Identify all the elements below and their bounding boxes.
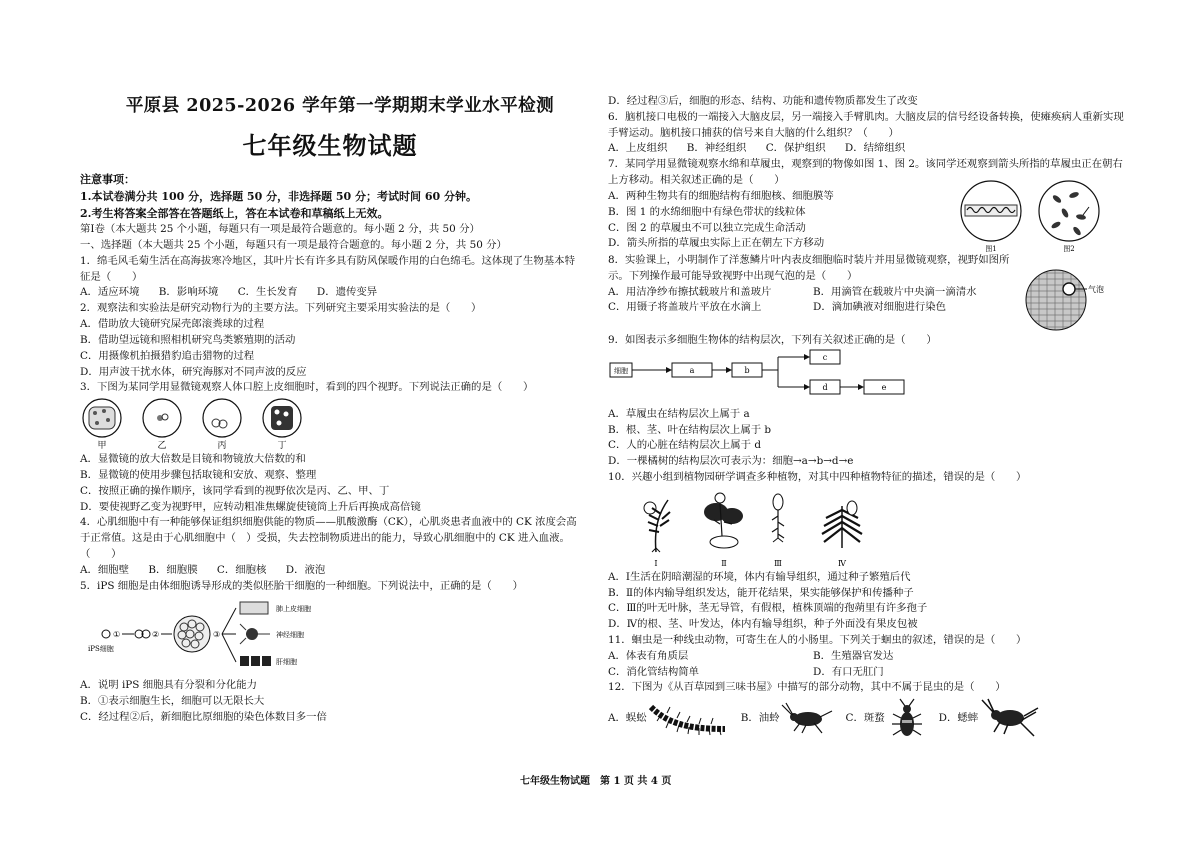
option-c: C．图 2 的草履虫不可以独立完成生命活动 [608,221,806,234]
option-c: C．斑蝥 [845,712,885,725]
option-d: D．蟋蟀 [938,712,979,725]
question-4-stem: 4．心肌细胞中有一种能够保证组织细胞供能的物质——肌酸激酶（CK），心肌炎患者血液中的 CK 浓度会高于正常值。这是由于心肌细胞中（ ）受损，失去控制物质进出的能力，导致心肌细胞中的 CK 进入血液。（ ） [80,516,577,561]
question-6-options [608,141,1128,157]
option-b: B．细胞膜 [148,563,198,576]
ips-cell-diagram [80,594,340,678]
option-c: C．消化管结构简单 [608,665,700,678]
cell-type-label: 肺上皮细胞 [276,605,311,614]
view-label: 丙 [217,441,227,452]
question-7-stem: 7．某同学用显微镜观察水绵和草履虫，观察到的物像如图 1、图 2。该同学还观察到箭头所指的草履虫正在朝右上方移动。相关叙述正确的是（ ） [608,158,1123,187]
step-mark: ① [113,630,121,640]
option-a: A．两种生物共有的细胞结构有细胞核、细胞膜等 [608,189,834,202]
page-footer: 七年级生物试题 第 1 页 共 4 页 [520,776,672,787]
option-b: B．用滴管在载玻片中央滴一滴清水 [813,285,977,298]
four-plants-figure [628,486,888,570]
exam-title: 平原县 2025-2026 学年第一学期期末学业水平检测 [125,96,555,116]
question-8-options [608,285,1023,317]
option-c: C．细胞核 [216,563,267,576]
option-b: B．根、茎、叶在结构层次上属于 b [608,423,772,436]
option-c: C．用摄像机拍摄猎豹追击猎物的过程 [80,349,255,362]
option-d: D．要使视野乙变为视野甲，应转动粗准焦螺旋使镜筒上升后再换成高倍镜 [80,500,421,513]
option-c: C．人的心脏在结构层次上属于 d [608,439,761,452]
spirogyra-view [961,181,1021,253]
beetle-image [885,698,929,740]
node-e: e [881,382,887,392]
node-a: a [689,365,695,375]
left-column [80,0,580,726]
centipede-image [647,699,731,739]
question-8-stem: 8．实验课上，小明制作了洋葱鳞片叶内表皮细胞临时装片并用显微镜观察，视野如图所示。下列操作最可能导致视野中出现气泡的是（ ） [608,253,1010,282]
option-d: D．Ⅳ的根、茎、叶发达，体内有输导组织，种子外面没有果皮包被 [608,618,918,631]
option-d: D．用声波干扰水体，研究海豚对不同声波的反应 [80,365,307,378]
question-12-figure-options [608,698,1128,740]
node-d: d [822,382,828,392]
option-d: D．结缔组织 [844,142,906,155]
option-b: B．图 1 的水绵细胞中有绿色带状的线粒体 [608,205,806,218]
section-heading: 一、选择题（本大题共 25 个小题，每题只有一项是最符合题意的。每小题 2 分，共 50 分） [80,239,507,252]
option-d: D．液泡 [285,563,326,576]
view-label: 甲 [97,441,107,452]
option-d: D．经过程③后，细胞的形态、结构、功能和遗传物质都发生了改变 [608,95,918,107]
option-b: B．Ⅱ的体内输导组织发达，能开花结果，果实能够保护和传播种子 [608,586,914,599]
option-c: C．经过程②后，新细胞比原细胞的染色体数目多一倍 [80,711,327,724]
question-3-stem: 3．下图为某同学用显微镜观察人体口腔上皮细胞时，看到的四个视野。下列说法正确的是（ ） [80,381,534,394]
neuron-shape [240,624,270,644]
question-10-stem: 10．兴趣小组到植物园研学调查多种植物，对其中四种植物特征的描述，错误的是（ ） [608,470,1027,483]
question-4-options [80,563,580,579]
option-a: A．说明 iPS 细胞具有分裂和分化能力 [80,679,258,692]
figure-label: 图1 [985,244,997,253]
ips-label: iPS细胞 [88,645,114,654]
structure-levels-diagram [608,349,908,407]
node-b: b [744,365,750,375]
cell-cluster [174,616,210,652]
question-1-options [80,285,580,301]
flowering-plant [704,493,743,568]
figure-label: 图2 [1063,244,1075,253]
view-label: 乙 [157,441,167,452]
view-jia [83,399,121,451]
option-a: A．适应环境 [80,286,140,299]
plant-label: Ⅰ [654,558,658,568]
question-7-body [608,189,1128,253]
question-2-stem: 2．观察法和实验法是研究动物行为的主要方法。下列研究主要采用实验法的是（ ） [80,302,482,315]
cell-type-label: 肝细胞 [276,658,297,667]
moss-plant [772,494,784,568]
option-c: C．按照正确的操作顺序，该同学看到的视野依次是丙、乙、甲、丁 [80,484,390,497]
option-a: A．Ⅰ生活在阴暗潮湿的环境，体内有输导组织，通过种子繁殖后代 [608,570,911,583]
cell-type-label: 神经细胞 [276,631,304,640]
view-label: 丁 [277,441,287,452]
section-intro: 第Ⅰ卷（本大题共 25 个小题，每题只有一项是最符合题意的。每小题 2 分，共 50 分） [80,223,480,236]
option-d: D．一棵橘树的结构层次可表示为：细胞→a→b→d→e [608,455,854,468]
question-6-stem: 6．脑机接口电极的一端接入大脑皮层，另一端接入手臂肌肉。大脑皮层的信号经设备转换，使瘫痪病人重新实现手臂运动。脑机接口捕获的信号来自大脑的什么组织？（ ） [608,110,1124,139]
option-a: A．蜈蚣 [608,712,647,725]
option-a: A．上皮组织 [608,142,668,155]
option-a: A．用洁净纱布擦拭载玻片和盖玻片 [608,285,772,298]
step-mark: ② [152,630,160,640]
option-a: A．草履虫在结构层次上属于 a [608,407,750,420]
subject-title: 七年级生物试题 [242,130,418,160]
bubble-label: 气泡 [1088,284,1104,294]
conifer-plant [822,501,862,568]
question-1-stem: 1．绵毛风毛菊生活在高海拔寒冷地区，其叶片长有许多具有防风保暖作用的白色绵毛。这体现了生物基本特征是（ ） [80,254,575,283]
option-b: B．显微镜的使用步骤包括取镜和安放、观察、整理 [80,468,317,481]
notice-heading: 注意事项： [80,173,135,187]
option-d: D．遗传变异 [316,286,378,299]
view-yi [143,399,181,451]
microscope-views-figure [80,396,320,452]
cricket-image-b [780,701,836,737]
question-12-stem: 12．下图为《从百草园到三味书屋》中描写的部分动物，其中不属于昆虫的是（ ） [608,681,1006,694]
option-a: A．显微镜的放大倍数是目镜和物镜放大倍数的和 [80,453,306,466]
option-a: A．借助放大镜研究屎壳郎滚粪球的过程 [80,318,265,331]
option-b: B．影响环境 [158,286,219,299]
view-bing [203,399,241,451]
option-a: A．体表有角质层 [608,649,689,662]
question-9-stem: 9．如图表示多细胞生物体的结构层次，下列有关叙述正确的是（ ） [608,333,937,346]
step-mark: ③ [213,630,221,640]
option-b: B．借助望远镜和照相机研究鸟类繁殖期的活动 [80,333,296,346]
notice-item: 2.考生将答案全部答在答题纸上，答在本试卷和草稿纸上无效。 [80,206,389,220]
option-c: C．保护组织 [765,142,826,155]
option-d: D．有口无肛门 [813,665,884,678]
question-11-stem: 11．蛔虫是一种线虫动物，可寄生在人的小肠里。下列关于蛔虫的叙述，错误的是（ ） [608,634,1027,646]
view-ding [263,399,301,451]
plant-label: Ⅱ [721,558,727,568]
option-d: D．箭头所指的草履虫实际上正在朝左下方移动 [608,237,825,250]
option-c: C．用镊子将盖玻片平放在水滴上 [608,301,762,314]
option-b: B．神经组织 [686,142,747,155]
question-8 [608,253,1128,333]
node-cell: 细胞 [614,366,628,375]
option-c: C．Ⅲ的叶无叶脉，茎无导管，有假根，植株顶端的孢蒴里有许多孢子 [608,602,928,615]
plant-label: Ⅳ [838,558,846,568]
option-b: B．油蛉 [740,712,780,725]
notice-item: 1.本试卷满分共 100 分，选择题 50 分，非选择题 50 分；考试时间 60 分钟。 [80,189,478,203]
question-5-stem: 5．iPS 细胞是由体细胞诱导形成的类似胚胎干细胞的一种细胞。下列说法中，正确的是（ ） [80,579,523,592]
fern-plant [644,500,670,568]
paramecium-view [1039,181,1099,253]
node-c: c [822,352,828,362]
option-b: B．①表示细胞生长，细胞可以无限长大 [80,695,265,708]
option-a: A．细胞壁 [80,563,130,576]
plant-label: Ⅲ [774,558,782,568]
cricket-image-d [978,698,1042,740]
option-c: C．生长发育 [237,286,298,299]
option-b: B．生殖器官发达 [813,649,894,662]
onion-cell-view [1023,267,1123,333]
right-column [608,94,1128,740]
option-d: D．滴加碘液对细胞进行染色 [813,301,947,314]
question-11-options [608,649,1128,681]
microscope-figure-1-2 [957,177,1107,253]
